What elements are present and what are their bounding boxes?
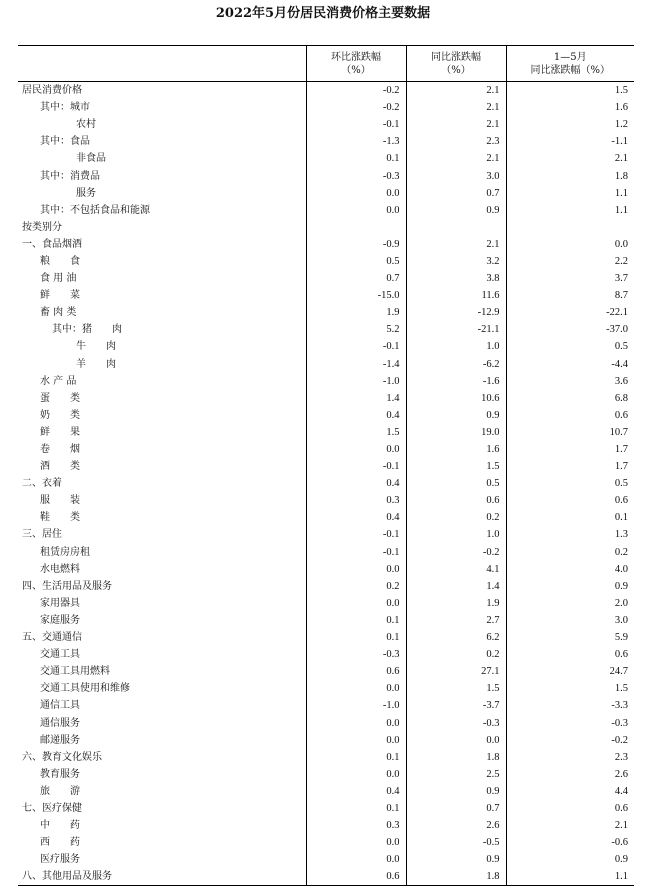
row-mom: 0.0 xyxy=(306,851,406,868)
row-label: 其中：猪 肉 xyxy=(52,324,122,336)
row-yoy: 10.6 xyxy=(406,390,506,407)
row-yoy: 1.4 xyxy=(406,578,506,595)
row-label: 食 用 油 xyxy=(40,273,77,285)
row-label: 七、医疗保健 xyxy=(22,802,82,814)
row-label: 八、其他用品及服务 xyxy=(18,868,306,886)
table-row xyxy=(18,458,634,475)
table-row xyxy=(18,133,634,150)
row-yoy: 2.6 xyxy=(406,817,506,834)
row-ytd: 0.1 xyxy=(506,509,634,526)
row-mom: -1.0 xyxy=(306,373,406,390)
row-mom: 0.4 xyxy=(306,509,406,526)
row-mom: -0.1 xyxy=(306,526,406,543)
table-row xyxy=(18,663,634,680)
row-yoy: -1.6 xyxy=(406,373,506,390)
row-ytd: 0.6 xyxy=(506,407,634,424)
row-yoy: 6.2 xyxy=(406,629,506,646)
row-label: 一、食品烟酒 xyxy=(22,238,82,250)
row-label: 交通工具使用和维修 xyxy=(40,683,130,695)
row-label: 水 产 品 xyxy=(40,375,77,387)
row-ytd: 2.1 xyxy=(506,150,634,167)
row-ytd: 3.6 xyxy=(506,373,634,390)
row-label: 六、教育文化娱乐 xyxy=(22,751,102,763)
row-yoy: 3.0 xyxy=(406,167,506,184)
row-ytd: -0.3 xyxy=(506,714,634,731)
table-row xyxy=(18,851,634,868)
row-yoy: 4.1 xyxy=(406,561,506,578)
row-mom: -0.2 xyxy=(306,82,406,100)
row-mom: -0.1 xyxy=(306,116,406,133)
row-mom: 0.0 xyxy=(306,441,406,458)
row-yoy: 2.1 xyxy=(406,82,506,100)
row-ytd: -0.2 xyxy=(506,732,634,749)
row-label: 鲜 果 xyxy=(40,426,80,438)
row-yoy: 0.5 xyxy=(406,475,506,492)
table-row xyxy=(18,219,634,236)
row-label: 二、衣着 xyxy=(22,478,62,490)
row-mom: 0.3 xyxy=(306,817,406,834)
row-ytd: 24.7 xyxy=(506,663,634,680)
row-mom: 0.7 xyxy=(306,270,406,287)
row-mom: 0.0 xyxy=(306,595,406,612)
row-mom: 0.0 xyxy=(306,202,406,219)
header-ytd-line2: 同比涨跌幅（%） xyxy=(530,64,610,76)
row-yoy: 2.5 xyxy=(406,766,506,783)
row-ytd: 1.7 xyxy=(506,441,634,458)
table-row xyxy=(18,441,634,458)
row-yoy: 0.7 xyxy=(406,185,506,202)
row-yoy: 1.6 xyxy=(406,441,506,458)
row-label: 卷 烟 xyxy=(40,444,80,456)
row-mom: 0.3 xyxy=(306,492,406,509)
row-label: 西 药 xyxy=(40,837,80,849)
row-label: 其中：城市 xyxy=(40,102,90,114)
table-row xyxy=(18,167,634,184)
row-mom: -1.3 xyxy=(306,133,406,150)
row-label: 其中：食品 xyxy=(40,136,90,148)
table-body xyxy=(18,82,634,886)
row-yoy: 19.0 xyxy=(406,424,506,441)
row-mom: 0.6 xyxy=(306,663,406,680)
row-mom: 0.0 xyxy=(306,834,406,851)
row-ytd: 1.3 xyxy=(506,526,634,543)
table-row xyxy=(18,749,634,766)
header-mom-line1: 环比涨跌幅 xyxy=(331,51,381,63)
table-row xyxy=(18,783,634,800)
table-row xyxy=(18,236,634,253)
table-row xyxy=(18,475,634,492)
header-ytd-line1: 1—5月 xyxy=(553,51,587,63)
row-yoy: 1.8 xyxy=(406,868,506,886)
table-row xyxy=(18,766,634,783)
row-yoy: 1.0 xyxy=(406,526,506,543)
row-label: 五、交通通信 xyxy=(22,632,82,644)
row-yoy: -21.1 xyxy=(406,321,506,338)
row-yoy: 1.9 xyxy=(406,595,506,612)
row-ytd: 1.1 xyxy=(506,868,634,886)
row-mom: 0.0 xyxy=(306,714,406,731)
row-mom: -0.1 xyxy=(306,338,406,355)
table-row xyxy=(18,714,634,731)
row-yoy: -12.9 xyxy=(406,304,506,321)
row-mom: 0.0 xyxy=(306,766,406,783)
table-row xyxy=(18,509,634,526)
row-label: 奶 类 xyxy=(40,409,80,421)
row-ytd: 10.7 xyxy=(506,424,634,441)
row-yoy: 0.9 xyxy=(406,202,506,219)
table-row xyxy=(18,697,634,714)
row-ytd: 1.1 xyxy=(506,185,634,202)
row-yoy: 0.9 xyxy=(406,407,506,424)
row-yoy: 2.1 xyxy=(406,116,506,133)
row-mom: -0.2 xyxy=(306,99,406,116)
table-row xyxy=(18,868,634,886)
table-row xyxy=(18,680,634,697)
row-yoy: 0.6 xyxy=(406,492,506,509)
row-ytd: 1.1 xyxy=(506,202,634,219)
row-ytd: 0.9 xyxy=(506,851,634,868)
row-yoy: 1.0 xyxy=(406,338,506,355)
row-mom: -1.0 xyxy=(306,697,406,714)
row-yoy: 1.5 xyxy=(406,458,506,475)
row-label: 酒 类 xyxy=(40,461,80,473)
row-ytd: 2.3 xyxy=(506,749,634,766)
row-mom: 0.6 xyxy=(306,868,406,886)
row-yoy: 3.2 xyxy=(406,253,506,270)
row-ytd: 4.0 xyxy=(506,561,634,578)
row-ytd: -0.6 xyxy=(506,834,634,851)
row-yoy: 2.1 xyxy=(406,150,506,167)
page-title: 2022年5月份居民消费价格主要数据 xyxy=(215,6,431,21)
header-mom-line2: （%） xyxy=(341,64,371,76)
row-ytd: -22.1 xyxy=(506,304,634,321)
row-label: 家用器具 xyxy=(40,597,80,609)
row-label: 牛 肉 xyxy=(76,341,116,353)
row-ytd: 2.6 xyxy=(506,766,634,783)
table-header-row xyxy=(18,46,634,82)
row-ytd: 1.8 xyxy=(506,167,634,184)
row-mom: 1.4 xyxy=(306,390,406,407)
row-mom: 1.5 xyxy=(306,424,406,441)
row-ytd: 3.0 xyxy=(506,612,634,629)
row-ytd: -4.4 xyxy=(506,356,634,373)
row-yoy: -6.2 xyxy=(406,356,506,373)
row-mom: 0.4 xyxy=(306,475,406,492)
row-yoy: 0.9 xyxy=(406,851,506,868)
table-row xyxy=(18,595,634,612)
row-mom: -0.3 xyxy=(306,646,406,663)
row-yoy: 2.7 xyxy=(406,612,506,629)
row-ytd: 3.7 xyxy=(506,270,634,287)
table-row xyxy=(18,253,634,270)
row-ytd: 0.0 xyxy=(506,236,634,253)
row-label: 其中：消费品 xyxy=(40,170,100,182)
row-label: 鲜 菜 xyxy=(40,290,80,302)
row-yoy: 2.3 xyxy=(406,133,506,150)
table-row xyxy=(18,646,634,663)
row-label: 租赁房房租 xyxy=(40,546,90,558)
row-ytd: 2.0 xyxy=(506,595,634,612)
row-label: 教育服务 xyxy=(40,768,80,780)
table-row xyxy=(18,390,634,407)
row-mom: 1.9 xyxy=(306,304,406,321)
row-label: 服务 xyxy=(76,187,96,199)
header-yoy-line2: （%） xyxy=(441,64,471,76)
row-label: 按类别分 xyxy=(22,221,62,233)
row-ytd: -1.1 xyxy=(506,133,634,150)
row-yoy: -3.7 xyxy=(406,697,506,714)
table-row xyxy=(18,321,634,338)
row-label: 其中：不包括食品和能源 xyxy=(40,204,150,216)
row-yoy: 11.6 xyxy=(406,287,506,304)
table-row xyxy=(18,185,634,202)
row-yoy: 2.1 xyxy=(406,99,506,116)
header-yoy-line1: 同比涨跌幅 xyxy=(431,51,481,63)
row-mom: 0.1 xyxy=(306,749,406,766)
row-ytd: 5.9 xyxy=(506,629,634,646)
row-ytd: 6.8 xyxy=(506,390,634,407)
row-mom: 0.5 xyxy=(306,253,406,270)
row-ytd: 0.5 xyxy=(506,475,634,492)
row-label: 四、生活用品及服务 xyxy=(22,580,112,592)
row-label: 交通工具用燃料 xyxy=(40,666,110,678)
row-ytd: 1.6 xyxy=(506,99,634,116)
row-yoy: 27.1 xyxy=(406,663,506,680)
row-ytd: 2.1 xyxy=(506,817,634,834)
table-row xyxy=(18,116,634,133)
row-yoy: 0.9 xyxy=(406,783,506,800)
table-row xyxy=(18,270,634,287)
header-mom xyxy=(306,46,406,82)
row-mom: 0.4 xyxy=(306,407,406,424)
table-row xyxy=(18,526,634,543)
row-mom: 5.2 xyxy=(306,321,406,338)
row-mom: -15.0 xyxy=(306,287,406,304)
header-ytd xyxy=(506,46,634,82)
row-label: 通信工具 xyxy=(40,700,80,712)
row-label: 居民消费价格 xyxy=(22,85,82,97)
table-row xyxy=(18,578,634,595)
table-row xyxy=(18,99,634,116)
row-mom: 0.0 xyxy=(306,732,406,749)
row-ytd: 0.6 xyxy=(506,646,634,663)
row-label: 服 装 xyxy=(40,495,80,507)
row-ytd: 0.9 xyxy=(506,578,634,595)
row-yoy: 3.8 xyxy=(406,270,506,287)
row-label: 旅 游 xyxy=(40,785,80,797)
row-label: 羊 肉 xyxy=(76,358,116,370)
row-ytd: 1.2 xyxy=(506,116,634,133)
row-label: 三、居住 xyxy=(22,529,62,541)
row-ytd: 0.6 xyxy=(506,492,634,509)
row-yoy: 2.1 xyxy=(406,236,506,253)
row-mom: 0.1 xyxy=(306,629,406,646)
row-ytd: 1.7 xyxy=(506,458,634,475)
header-yoy xyxy=(406,46,506,82)
row-yoy: 0.7 xyxy=(406,800,506,817)
row-yoy: -0.5 xyxy=(406,834,506,851)
row-label: 医疗服务 xyxy=(40,854,80,866)
table-row xyxy=(18,629,634,646)
row-mom: 0.0 xyxy=(306,561,406,578)
row-ytd: 2.2 xyxy=(506,253,634,270)
table-row xyxy=(18,612,634,629)
table-row xyxy=(18,800,634,817)
header-item xyxy=(18,46,306,82)
row-mom: -0.9 xyxy=(306,236,406,253)
row-mom: 0.1 xyxy=(306,800,406,817)
table-row xyxy=(18,561,634,578)
row-mom: 0.4 xyxy=(306,783,406,800)
table-row xyxy=(18,356,634,373)
row-yoy xyxy=(406,219,506,236)
table-row xyxy=(18,82,634,100)
row-mom: 0.1 xyxy=(306,150,406,167)
row-label: 农村 xyxy=(76,119,96,131)
row-ytd: 0.5 xyxy=(506,338,634,355)
row-yoy: -0.3 xyxy=(406,714,506,731)
row-mom: 0.2 xyxy=(306,578,406,595)
row-ytd: 1.5 xyxy=(506,82,634,100)
row-yoy: 1.5 xyxy=(406,680,506,697)
row-ytd: 4.4 xyxy=(506,783,634,800)
row-mom: -0.1 xyxy=(306,544,406,561)
table-row xyxy=(18,287,634,304)
row-ytd: 8.7 xyxy=(506,287,634,304)
table-row xyxy=(18,817,634,834)
row-yoy: 0.0 xyxy=(406,732,506,749)
cpi-table xyxy=(18,45,634,886)
row-label: 鞋 类 xyxy=(40,512,80,524)
row-mom: 0.0 xyxy=(306,680,406,697)
row-mom: -0.1 xyxy=(306,458,406,475)
row-yoy: 0.2 xyxy=(406,646,506,663)
row-yoy: 1.8 xyxy=(406,749,506,766)
row-yoy: 0.2 xyxy=(406,509,506,526)
row-label: 通信服务 xyxy=(40,717,80,729)
row-mom xyxy=(306,219,406,236)
row-label: 非食品 xyxy=(76,153,106,165)
table-row xyxy=(18,834,634,851)
table-row xyxy=(18,492,634,509)
row-label: 邮递服务 xyxy=(40,734,80,746)
row-ytd: -37.0 xyxy=(506,321,634,338)
row-ytd: 0.6 xyxy=(506,800,634,817)
row-mom: 0.1 xyxy=(306,612,406,629)
table-row xyxy=(18,732,634,749)
row-ytd: -3.3 xyxy=(506,697,634,714)
row-ytd: 1.5 xyxy=(506,680,634,697)
row-label: 粮 食 xyxy=(40,255,80,267)
table-row xyxy=(18,338,634,355)
table-row xyxy=(18,304,634,321)
row-ytd xyxy=(506,219,634,236)
row-mom: 0.0 xyxy=(306,185,406,202)
row-ytd: 0.2 xyxy=(506,544,634,561)
table-row xyxy=(18,544,634,561)
row-label: 交通工具 xyxy=(40,649,80,661)
row-label: 蛋 类 xyxy=(40,392,80,404)
row-label: 水电燃料 xyxy=(40,563,80,575)
row-mom: -0.3 xyxy=(306,167,406,184)
row-label: 畜 肉 类 xyxy=(40,307,77,319)
table-row xyxy=(18,407,634,424)
table-row xyxy=(18,150,634,167)
table-row xyxy=(18,373,634,390)
row-label: 家庭服务 xyxy=(40,614,80,626)
table-row xyxy=(18,202,634,219)
table-row xyxy=(18,424,634,441)
row-mom: -1.4 xyxy=(306,356,406,373)
row-yoy: -0.2 xyxy=(406,544,506,561)
row-label: 中 药 xyxy=(40,820,80,832)
